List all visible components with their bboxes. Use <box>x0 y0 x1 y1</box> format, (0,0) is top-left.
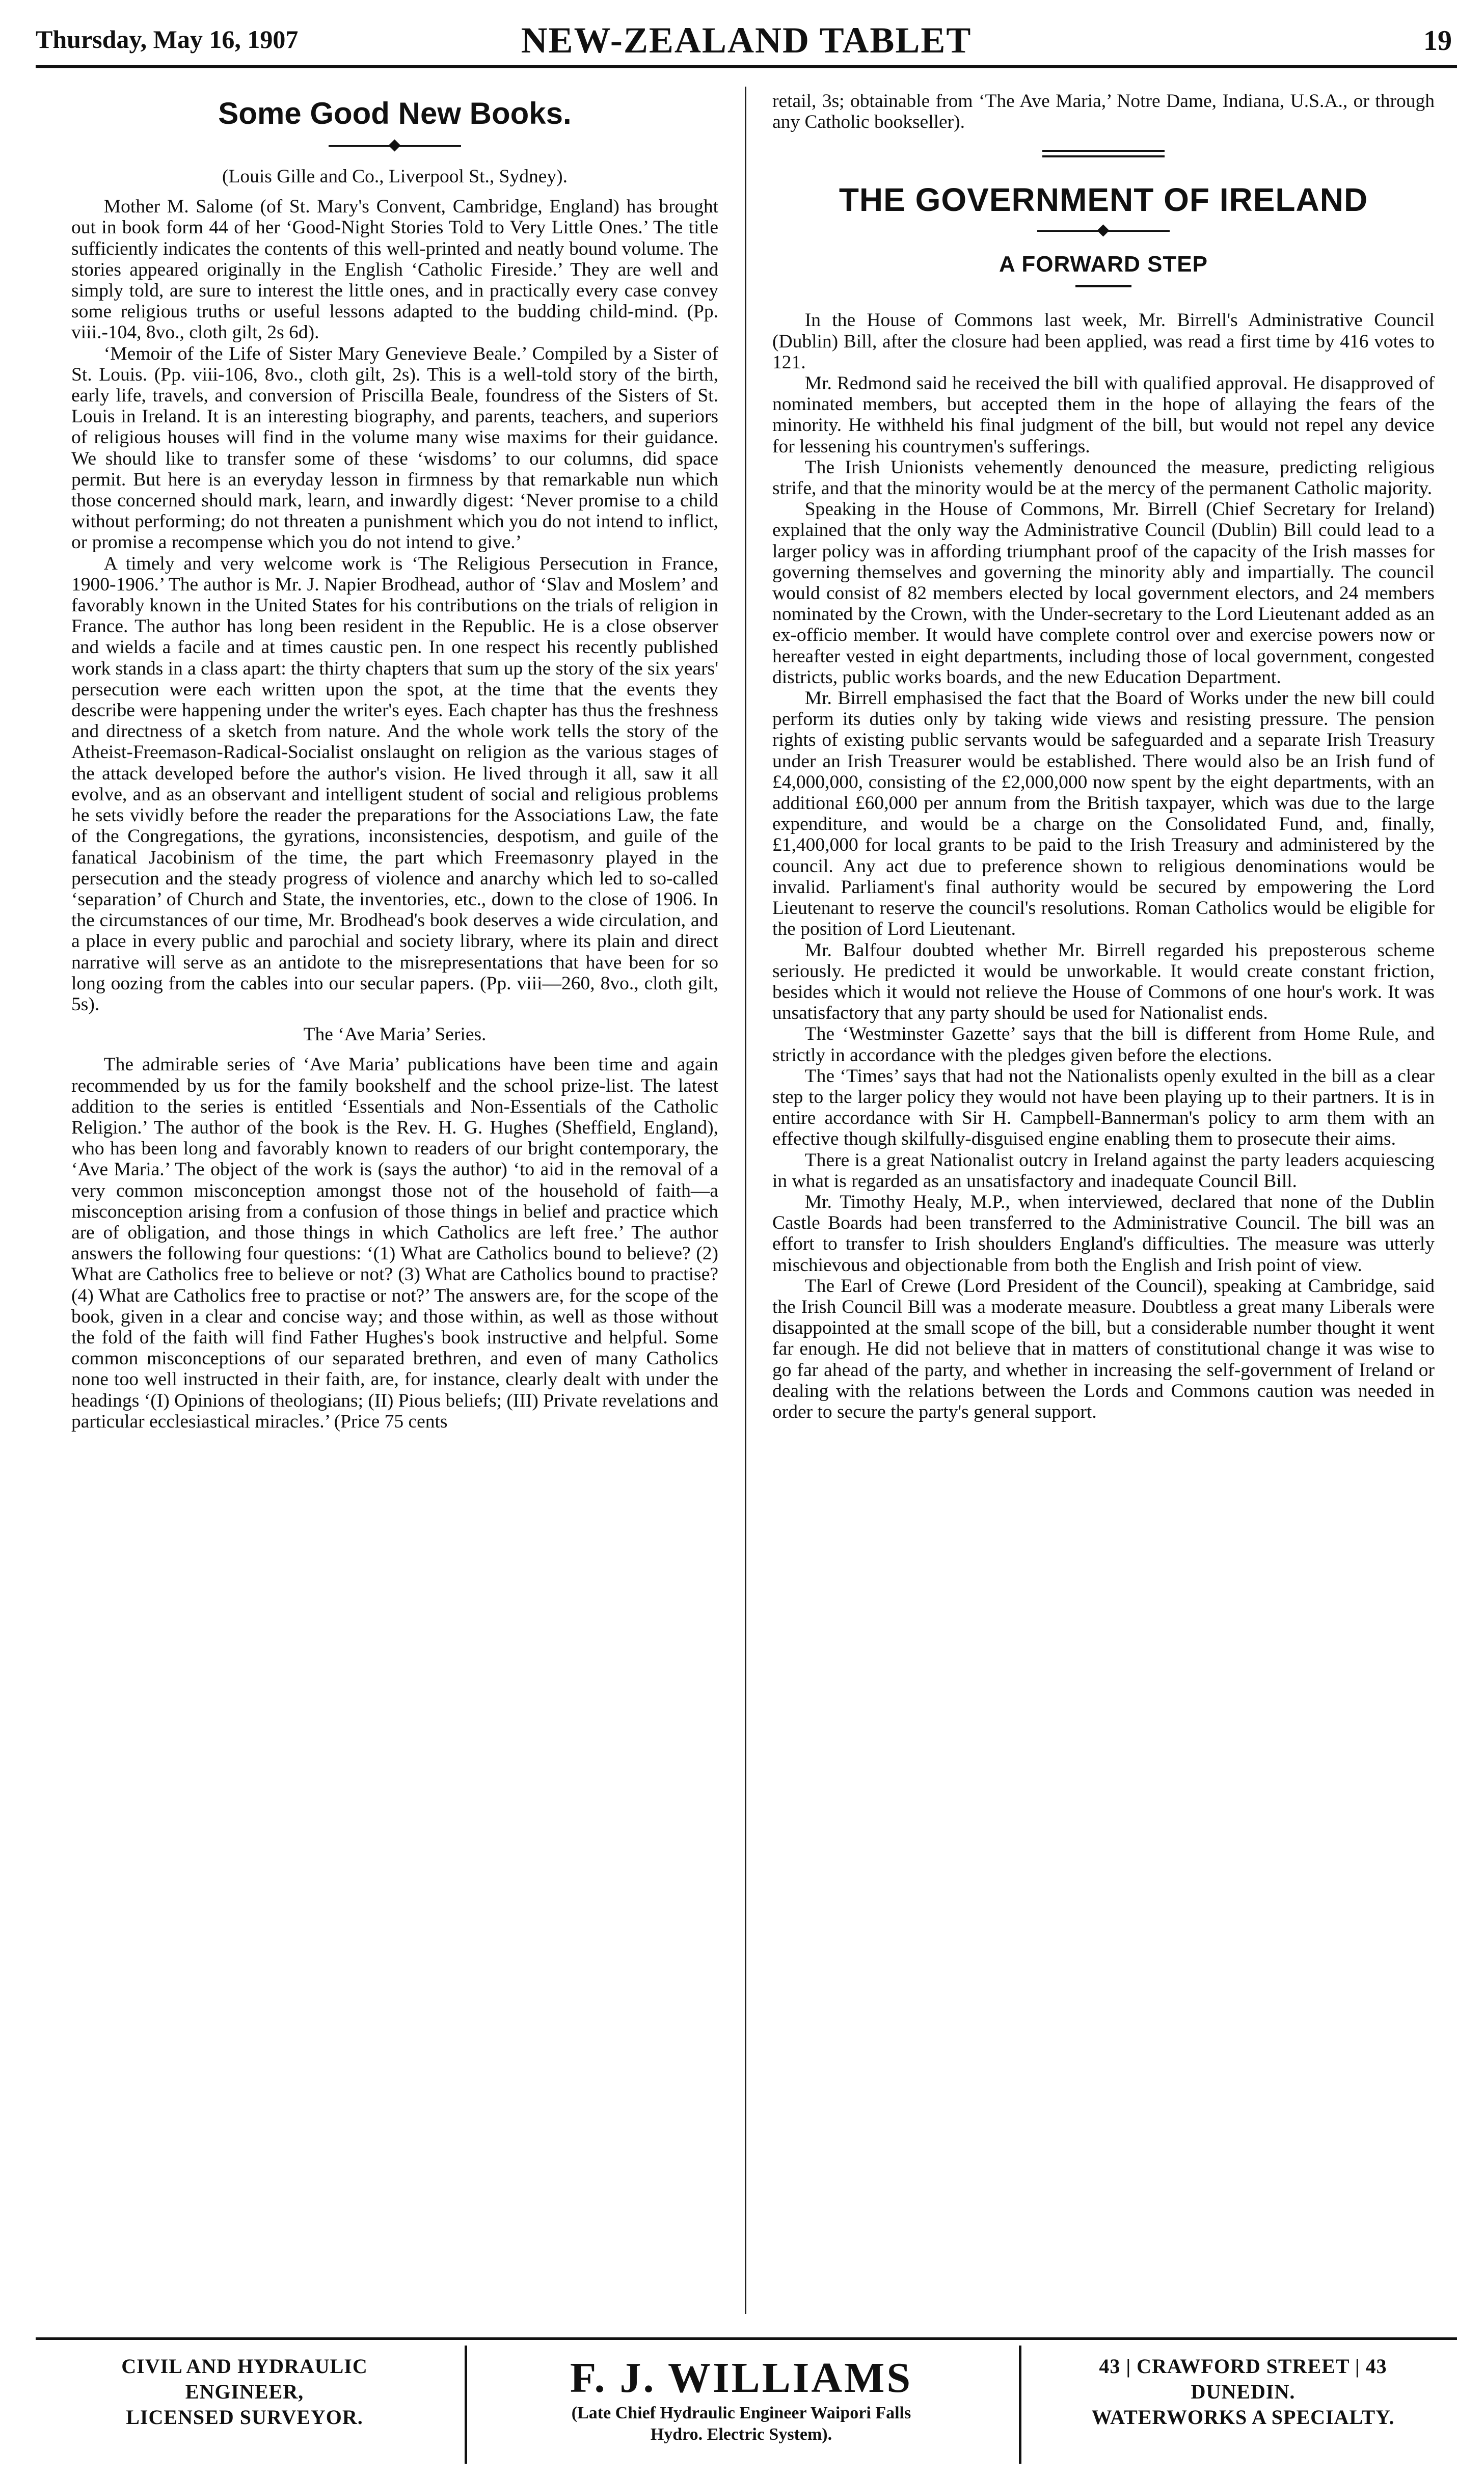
article-paragraph: Speaking in the House of Commons, Mr. Birrell (Chief Secretary for Ireland) explained that the only way the Administrative Council (Dublin) Bill could lead to a larger policy was in affording triumphant proof of the capacity of the Irish masses for governing themselves and governing the minority ably and impartially. The council would consist of 82 members elected by local government electors, and 24 members nominated by the Crown, with the Under-secretary to the Lord Lieutenant added as an ex-officio member. It would have complete control over and exercise powers now or hereafter vested in eight departments, including those of local government, congested districts, public works boards, and the new Education Department. <box>772 499 1435 688</box>
ave-maria-subheading: The ‘Ave Maria’ Series. <box>303 1024 487 1045</box>
footer-rule <box>36 2337 1457 2340</box>
footer-divider-right <box>1019 2346 1021 2464</box>
rule-line-1 <box>1042 150 1165 152</box>
footer-right-line: WATERWORKS A SPECIALTY. <box>1091 2406 1395 2429</box>
article-paragraph: There is a great Nationalist outcry in Ireland against the party leaders acquiescing in what is regarded as an unsatisfactory and inadequate Council Bill. <box>772 1149 1435 1192</box>
footer-center-ad <box>474 2354 1009 2445</box>
ornament-divider <box>329 140 461 152</box>
right-column <box>772 91 1435 1422</box>
footer-left-line: CIVIL AND HYDRAULIC <box>121 2355 368 2378</box>
article-paragraph: Mr. Redmond said he received the bill with qualified approval. He disapproved of nominated members, but accepted them in the hope of allaying the fears of the minority. He withheld his final judgment of the bill, but would not repel any device for lessening his countrymen's sufferings. <box>772 373 1435 457</box>
forward-step-subheading: A FORWARD STEP <box>999 252 1208 277</box>
book-review-salome: Mother M. Salome (of St. Mary's Convent, Cambridge, England) has brought out in book form 44 of her ‘Good-Night Stories Told to Very Little Ones.’ The title sufficiently indicates the contents of this well-printed and neatly bound volume. The stories appeared originally in the English ‘Catholic Fireside.’ They are well and simply told, are sure to interest the little ones, and in practically every case convey some religious truths or useful lessons adapted to the budding child-mind. (Pp. viii.-104, 8vo., cloth gilt, 2s 6d). <box>71 196 718 343</box>
government-heading: THE GOVERNMENT OF IRELAND <box>839 181 1368 219</box>
rule-line-2 <box>1042 155 1165 157</box>
footer-right-line: 43 | CRAWFORD STREET | 43 <box>1099 2355 1387 2378</box>
footer-left-line: ENGINEER, <box>185 2380 304 2403</box>
newspaper-title: NEW-ZEALAND TABLET <box>521 20 972 61</box>
article-paragraph: Mr. Timothy Healy, M.P., when interviewed, declared that none of the Dublin Castle Boards had been transferred to the Administrative Council. The bill was an effort to transfer to Irish shoulders England's difficulties. The measure was utterly mischievous and objectionable from both the English and Irish point of view. <box>772 1191 1435 1276</box>
footer-right-ad <box>1039 2354 1447 2430</box>
book-review-beale: ‘Memoir of the Life of Sister Mary Genevieve Beale.’ Compiled by a Sister of St. Louis. (Pp. viii-106, 8vo., cloth gilt, 2s). This is a well-told story of the birth, early life, travels, and conversion of Priscilla Beale, foundress of the Sisters of St. Louis in Ireland. It is an interesting biography, and parents, teachers, and superiors of religious houses will find in the volume many wise maxims for their guidance. We should like to transfer some of these ‘wisdoms’ to our columns, did space permit. But here is an everyday lesson in firmness by that remarkable nun which those concerned should mark, learn, and inwardly digest: ‘Never promise to a child without performing; do not threaten a punishment which you do not intend to inflict, or promise a recompense which you do not intend to give.’ <box>71 343 718 553</box>
footer-left-ad <box>46 2354 443 2430</box>
article-paragraph: The Earl of Crewe (Lord President of the Council), speaking at Cambridge, said the Irish Council Bill was a moderate measure. Doubtless a great many Liberals were disappointed at the small scope of the bill, but a considerable number thought it went far enough. He did not believe that in matters of constitutional change it was wise to go far ahead of the party, and whether in increasing the self-government of Ireland or dealing with the relations between the Lords and Commons caution was needed in order to secure the party's general support. <box>772 1275 1435 1422</box>
article-paragraph: The ‘Times’ says that had not the Nationalists openly exulted in the bill as a clear step to the larger policy they would not have been playing up to their partners. It is in entire accordance with Sir H. Campbell-Bannerman's policy to arm them with an effective though skilfully-disguised engine enabling them to prosecute their aims. <box>772 1065 1435 1150</box>
diamond-icon <box>388 139 400 151</box>
article-paragraph: In the House of Commons last week, Mr. Birrell's Administrative Council (Dublin) Bill, after the closure had been applied, was read a first time by 416 votes to 121. <box>772 310 1435 373</box>
issue-date: Thursday, May 16, 1907 <box>36 25 299 53</box>
advertiser-name: F. J. WILLIAMS <box>570 2354 913 2402</box>
advertiser-credential: Hydro. Electric System). <box>650 2425 832 2444</box>
column-divider <box>745 87 746 2314</box>
masthead <box>36 10 1457 71</box>
book-review-persecution: A timely and very welcome work is ‘The Religious Persecution in France, 1900-1906.’ The author is Mr. J. Napier Brodhead, author of ‘Slav and Moslem’ and favorably known in the United States for his contributions on the trials of religion in France. The author has long been resident in the Republic. He is a close observer and wields a facile and at times caustic pen. In one respect his recently published work stands in a class apart: the thirty chapters that sum up the story of the six years' persecution were each written upon the spot, at the time that the events they describe were happening under the writer's eyes. Each chapter has thus the freshness and directness of a sketch from nature. And the whole work tells the story of the Atheist-Freemason-Radical-Socialist onslaught on religion as the various stages of the attack developed before the author's vision. He lived through it all, saw it all evolve, and as an observant and intelligent student of social and religious problems he sets vividly before the reader the preparations for the Associations Law, the fate of the Congregations, the gyrations, inconsistencies, despotism, and guile of the fanatical Jacobinism of the time, the part which Freemasonry played in the persecution and the steady progress of violence and anarchy which led to so-called ‘separation’ of Church and State, the inventories, etc., down to the close of 1906. In the circumstances of our time, Mr. Brodhead's book deserves a wide circulation, and a place in every public and parochial and society library, where its plain and direct narrative will serve as an antidote to the misrepresentations that have been for so long oozing from the cables into our secular papers. (Pp. viii—260, 8vo., cloth gilt, 5s). <box>71 553 719 1015</box>
footer-right-line: DUNEDIN. <box>1191 2380 1296 2403</box>
footer-left-line: LICENSED SURVEYOR. <box>126 2406 363 2429</box>
masthead-rule <box>36 65 1457 68</box>
ave-maria-continuation: retail, 3s; obtainable from ‘The Ave Maria,’ Notre Dame, Indiana, U.S.A., or through any Catholic bookseller). <box>772 91 1435 133</box>
advertiser-credential: (Late Chief Hydraulic Engineer Waipori Falls <box>571 2404 911 2422</box>
footer-divider-left <box>465 2346 467 2464</box>
page-number: 19 <box>1423 25 1452 57</box>
short-rule <box>1075 285 1131 287</box>
diamond-icon <box>1097 225 1109 237</box>
book-review-ave-maria: The admirable series of ‘Ave Maria’ publications have been time and again recommended by us for the family bookshelf and the school prize-list. The latest addition to the series is entitled ‘Essentials and Non-Essentials of the Catholic Religion.’ The author of the book is the Rev. H. G. Hughes (Sheffield, England), who has been long and favorably known to readers of our bright contemporary, the ‘Ave Maria.’ The object of the work is (says the author) ‘to aid in the removal of a very common misconception amongst those not of the household of faith—a misconception arising from a confusion of those things in belief and practice which are of obligation, and those things in which Catholics are left free.’ The author answers the following four questions: ‘(1) What are Catholics bound to believe? (2) What are Catholics free to believe or not? (3) What are Catholics bound to practise? (4) What are Catholics free to practise or not?’ The answers are, for the scope of the book, given in a clear and concise way; and those within, as well as those without the fold of the faith will find Father Hughes's book instructive and helpful. Some common misconceptions of our separated brethren, and even of many Catholics none too well instructed in their faith, are, for instance, clearly dealt with under the headings ‘(I) Opinions of theologians; (II) Pious beliefs; (III) Private revelations and particular ecclesiastical miracles.’ (Price 75 cents <box>71 1054 718 1432</box>
left-column <box>71 91 718 1432</box>
publisher-line: (Louis Gille and Co., Liverpool St., Sydney). <box>222 166 568 187</box>
article-paragraph: Mr. Balfour doubted whether Mr. Birrell regarded his preposterous scheme seriously. He predicted it would be unworkable. It would create constant friction, besides which it would not relieve the House of Commons of one hour's work. It was unsatisfactory that any party should be used for Nationalist ends. <box>772 939 1435 1024</box>
books-heading: Some Good New Books. <box>218 96 572 130</box>
double-rule <box>1042 150 1165 157</box>
article-paragraph: The Irish Unionists vehemently denounced the measure, predicting religious strife, and that the minority would be at the mercy of the permanent Catholic majority. <box>772 456 1435 499</box>
article-paragraph: Mr. Birrell emphasised the fact that the Board of Works under the new bill could perform its duties only by taking wide views and resisting pressure. The pension rights of existing public servants would be safeguarded and a separate Irish Treasury under an Irish Treasurer would be established. There would also be an Irish fund of £4,000,000, consisting of the £2,000,000 now spent by the eight departments, with an additional £60,000 per annum from the British taxpayer, which was due to the large expenditure, and would be a charge on the Consolidated Fund, and, finally, £1,400,000 for local grants to be paid to the Irish Treasury and administered by the council. Any act due to preference shown to religious denominations would be invalid. Parliament's final authority would be secured by empowering the Lord Lieutenant to reserve the council's resolutions. Roman Catholics would be eligible for the position of Lord Lieutenant. <box>772 688 1435 940</box>
ornament-divider-right <box>1037 225 1170 237</box>
article-paragraph: The ‘Westminster Gazette’ says that the bill is different from Home Rule, and strictly in accordance with the pledges given before the elections. <box>772 1023 1435 1066</box>
